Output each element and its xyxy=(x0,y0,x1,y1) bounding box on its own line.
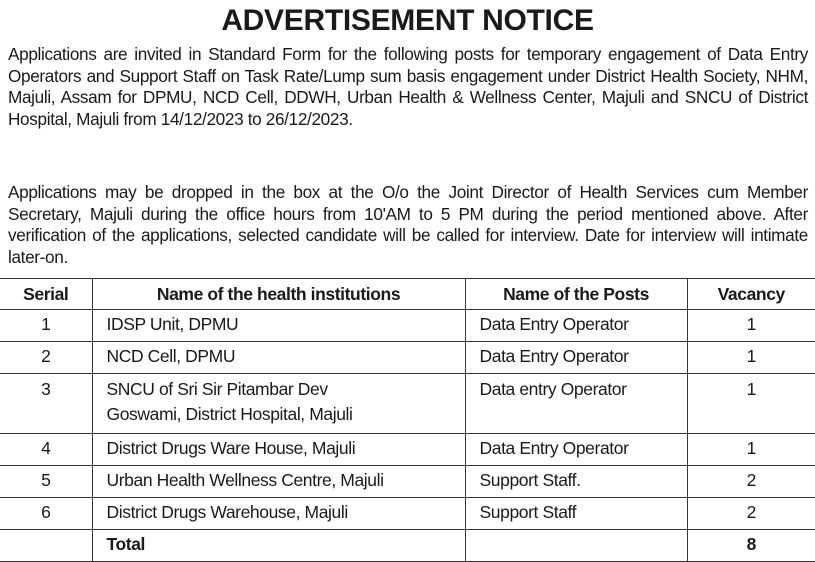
total-label: Total xyxy=(92,530,465,562)
cell-vacancy: 2 xyxy=(687,466,815,498)
header-post: Name of the Posts xyxy=(465,279,687,310)
cell-vacancy: 1 xyxy=(687,310,815,342)
table-row xyxy=(0,342,815,374)
header-serial: Serial xyxy=(0,279,92,310)
notice-paragraph-2: Applications may be dropped in the box at the O/o the Joint Director of Health Services cum Member Secretary, Majuli during the office hours from 10'AM to 5 PM during the period mentioned above. After verification of the applications, selected candidate will be called for interview. Date for interview will intimate later-on. xyxy=(8,182,808,267)
cell-serial: 3 xyxy=(0,374,92,434)
cell-post: Data Entry Operator xyxy=(465,342,687,374)
total-value: 8 xyxy=(687,530,815,562)
header-vacancy: Vacancy xyxy=(687,279,815,310)
table-row xyxy=(0,310,815,342)
cell-serial: 2 xyxy=(0,342,92,374)
table-header-row xyxy=(0,279,815,310)
cell-institution: District Drugs Warehouse, Majuli xyxy=(92,498,465,530)
vacancy-table xyxy=(0,278,815,562)
cell-institution: IDSP Unit, DPMU xyxy=(92,310,465,342)
cell-post: Data entry Operator xyxy=(465,374,687,434)
cell-post: Data Entry Operator xyxy=(465,310,687,342)
notice-title: ADVERTISEMENT NOTICE xyxy=(221,4,594,37)
notice-paragraph-1: Applications are invited in Standard Form for the following posts for temporary engagement of Data Entry Operators and Support Staff on Task Rate/Lump sum basis engagement under District Health Society, NHM, Majuli, Assam for DPMU, NCD Cell, DDWH, Urban Health & Wellness Center, Majuli and SNCU of District Hospital, Majuli from 14/12/2023 to 26/12/2023. xyxy=(8,44,808,129)
cell-vacancy: 1 xyxy=(687,342,815,374)
cell-institution: District Drugs Ware House, Majuli xyxy=(92,434,465,466)
cell-post: Support Staff. xyxy=(465,466,687,498)
cell-serial: 4 xyxy=(0,434,92,466)
cell-vacancy: 1 xyxy=(687,434,815,466)
cell-vacancy: 2 xyxy=(687,498,815,530)
table-row xyxy=(0,374,815,434)
table-row xyxy=(0,434,815,466)
cell-serial: 5 xyxy=(0,466,92,498)
cell-post: Support Staff xyxy=(465,498,687,530)
cell-institution: NCD Cell, DPMU xyxy=(92,342,465,374)
table-row xyxy=(0,466,815,498)
header-institution: Name of the health institutions xyxy=(92,279,465,310)
cell-institution: Urban Health Wellness Centre, Majuli xyxy=(92,466,465,498)
cell-post: Data Entry Operator xyxy=(465,434,687,466)
cell-serial: 6 xyxy=(0,498,92,530)
cell-serial: 1 xyxy=(0,310,92,342)
cell-vacancy: 1 xyxy=(687,374,815,434)
cell-institution: SNCU of Sri Sir Pitambar Dev Goswami, District Hospital, Majuli xyxy=(92,374,465,434)
table-row xyxy=(0,498,815,530)
